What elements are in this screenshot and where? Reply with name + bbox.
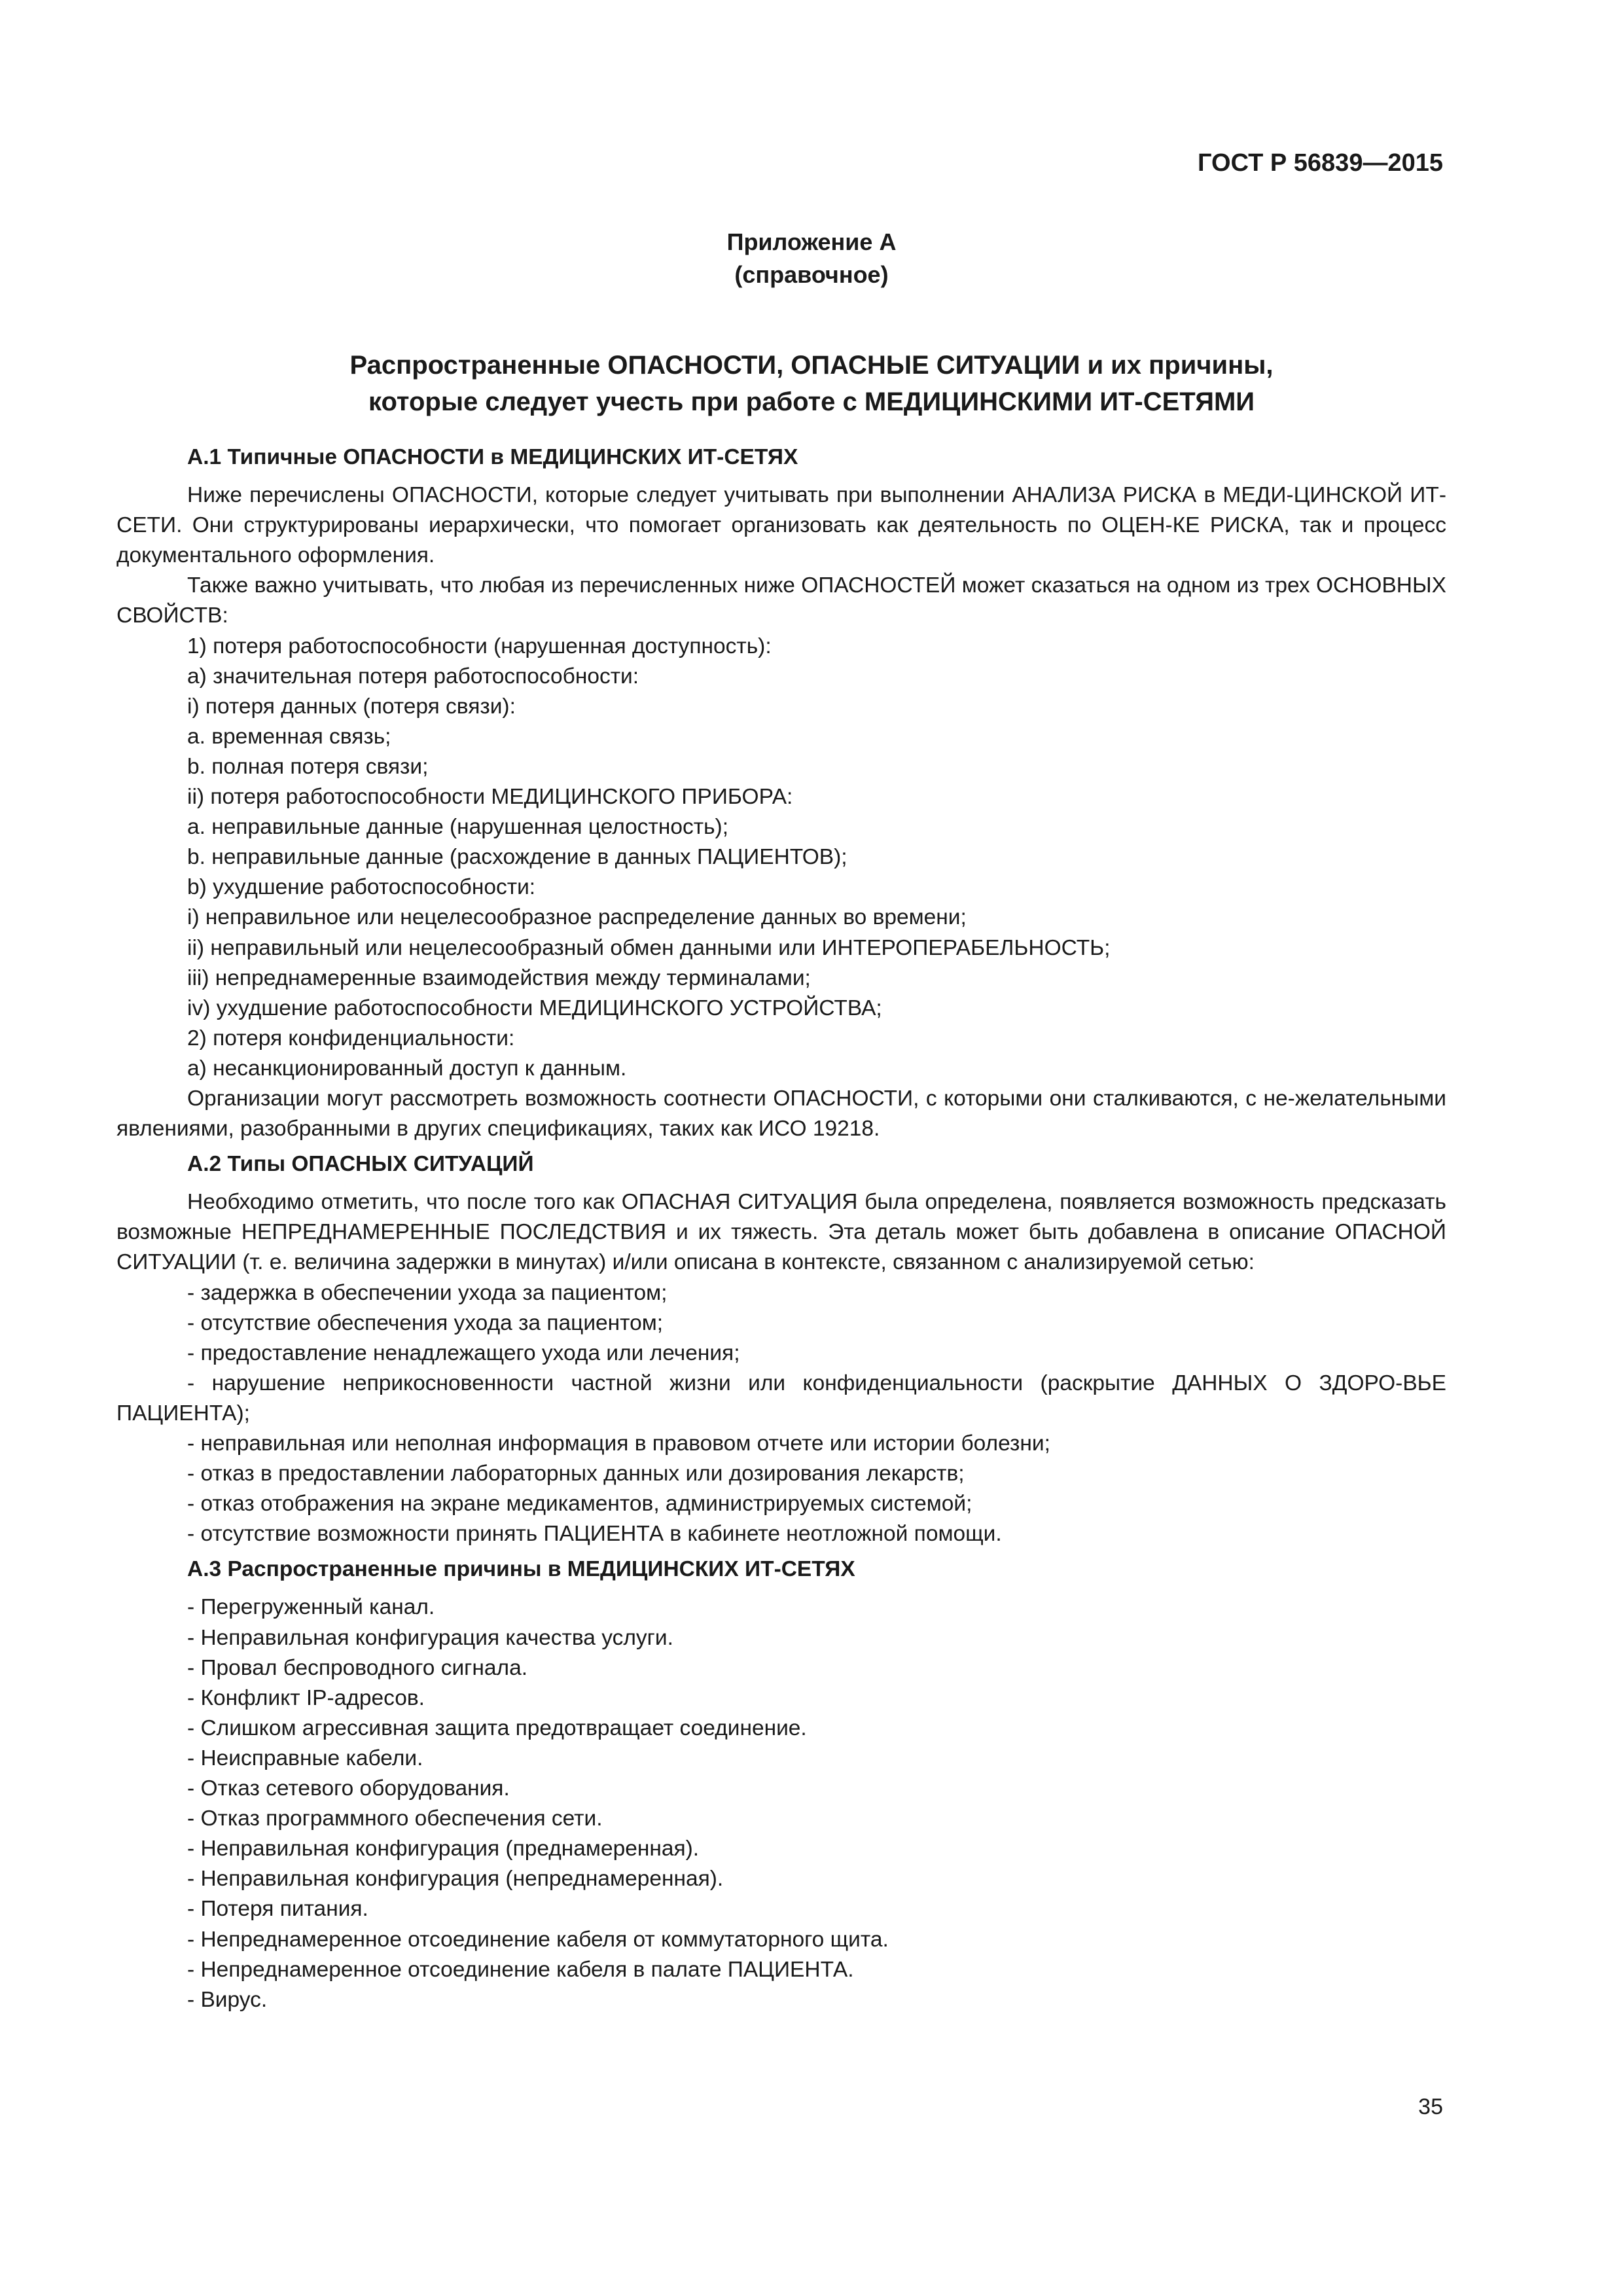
list-item: - Неправильная конфигурация (непреднамеренная). [187, 1867, 724, 1892]
list-item: ii) неправильный или нецелесообразный обмен данными или ИНТЕРОПЕРАБЕЛЬНОСТЬ; [187, 935, 1111, 960]
page-number: 35 [1418, 2094, 1443, 2119]
appendix-heading [0, 226, 1623, 291]
list-item: - отказ отображения на экране медикаментов, администрируемых системой; [187, 1492, 972, 1516]
list-item: - Отказ сетевого оборудования. [187, 1776, 510, 1801]
list-item: b. неправильные данные (расхождение в данных ПАЦИЕНТОВ); [187, 845, 847, 870]
list-item: a) несанкционированный доступ к данным. [187, 1056, 627, 1081]
paragraph: Необходимо отметить, что после того как ОПАСНАЯ СИТУАЦИЯ была определена, появляется возможность предсказать возможные НЕПРЕДНАМЕРЕННЫЕ ПОСЛЕДСТВИЯ и их тяжесть. Эта деталь может быть добавлена в описание ОПАСНОЙ СИТУАЦИИ (т. е. величина задержки в минутах) и/или описана в контексте, связанном с анализируемой сетью: [116, 1190, 1446, 1275]
list-item: a. временная связь; [187, 724, 391, 749]
list-item: - отсутствие возможности принять ПАЦИЕНТА в кабинете неотложной помощи. [187, 1522, 1002, 1547]
list-item: - Потеря питания. [187, 1897, 368, 1922]
list-item: - отказ в предоставлении лабораторных данных или дозирования лекарств; [187, 1462, 965, 1486]
title-line-2: которые следует учесть при работе с МЕДИЦИНСКИМИ ИТ-СЕТЯМИ [368, 387, 1255, 416]
list-item: 1) потеря работоспособности (нарушенная доступность): [187, 634, 772, 658]
paragraph: Также важно учитывать, что любая из перечисленных ниже ОПАСНОСТЕЙ может сказаться на одном из трех ОСНОВНЫХ СВОЙСТВ: [116, 573, 1446, 628]
list-item: - Слишком агрессивная защита предотвращает соединение. [187, 1715, 807, 1740]
list-item: - Перегруженный канал. [187, 1595, 435, 1620]
section-heading-a2: А.2 Типы ОПАСНЫХ СИТУАЦИЙ [187, 1152, 534, 1177]
list-item: b) ухудшение работоспособности: [187, 875, 536, 900]
appendix-status: (справочное) [734, 261, 889, 288]
list-item: i) неправильное или нецелесообразное распределение данных во времени; [187, 905, 967, 930]
list-item: - Отказ программного обеспечения сети. [187, 1806, 603, 1831]
list-item: iv) ухудшение работоспособности МЕДИЦИНСКОГО УСТРОЙСТВА; [187, 996, 882, 1020]
list-item: - Неправильная конфигурация качества услуги. [187, 1625, 673, 1650]
list-item: - Провал беспроводного сигнала. [187, 1655, 528, 1680]
paragraph: Ниже перечислены ОПАСНОСТИ, которые следует учитывать при выполнении АНАЛИЗА РИСКА в МЕДИ-ЦИНСКОЙ ИТ-СЕТИ. Они структурированы иерархически, что помогает организовать как деятельность по ОЦЕН-КЕ РИСКА, так и процесс документального оформления. [116, 483, 1446, 568]
list-item: - Непреднамеренное отсоединение кабеля от коммутаторного щита. [187, 1927, 889, 1952]
list-item: - Вирус. [187, 1987, 268, 2012]
list-item: b. полная потеря связи; [187, 754, 429, 779]
document-body [116, 442, 1446, 2015]
section-heading-a3: А.3 Распространенные причины в МЕДИЦИНСКИХ ИТ-СЕТЯХ [187, 1557, 855, 1582]
standard-code: ГОСТ Р 56839—2015 [1198, 149, 1443, 177]
list-item: - нарушение неприкосновенности частной жизни или конфиденциальности (раскрытие ДАННЫХ О ЗДОРО-ВЬЕ ПАЦИЕНТА); [116, 1371, 1446, 1426]
document-title [0, 347, 1623, 420]
list-item: - неправильная или неполная информация в правовом отчете или истории болезни; [187, 1431, 1050, 1456]
list-item: - задержка в обеспечении ухода за пациентом; [187, 1280, 668, 1305]
list-item: ii) потеря работоспособности МЕДИЦИНСКОГО ПРИБОРА: [187, 785, 793, 810]
list-item: - Неправильная конфигурация (преднамеренная). [187, 1837, 700, 1861]
list-item: a) значительная потеря работоспособности: [187, 664, 639, 689]
title-line-1: Распространенные ОПАСНОСТИ, ОПАСНЫЕ СИТУАЦИИ и их причины, [349, 351, 1274, 380]
list-item: - Конфликт IP-адресов. [187, 1685, 425, 1710]
list-item: 2) потеря конфиденциальности: [187, 1026, 515, 1050]
list-item: i) потеря данных (потеря связи): [187, 694, 516, 719]
paragraph: Организации могут рассмотреть возможность соотнести ОПАСНОСТИ, с которыми они сталкиваются, с не-желательными явлениями, разобранными в других спецификациях, таких как ИСО 19218. [116, 1086, 1446, 1141]
appendix-label: Приложение А [726, 228, 897, 255]
section-heading-a1: А.1 Типичные ОПАСНОСТИ в МЕДИЦИНСКИХ ИТ-СЕТЯХ [187, 445, 798, 469]
list-item: - предоставление ненадлежащего ухода или лечения; [187, 1340, 740, 1365]
list-item: iii) непреднамеренные взаимодействия между терминалами; [187, 965, 811, 990]
list-item: a. неправильные данные (нарушенная целостность); [187, 815, 728, 840]
list-item: - Непреднамеренное отсоединение кабеля в палате ПАЦИЕНТА. [187, 1957, 854, 1982]
list-item: - отсутствие обеспечения ухода за пациентом; [187, 1310, 664, 1335]
list-item: - Неисправные кабели. [187, 1746, 423, 1770]
